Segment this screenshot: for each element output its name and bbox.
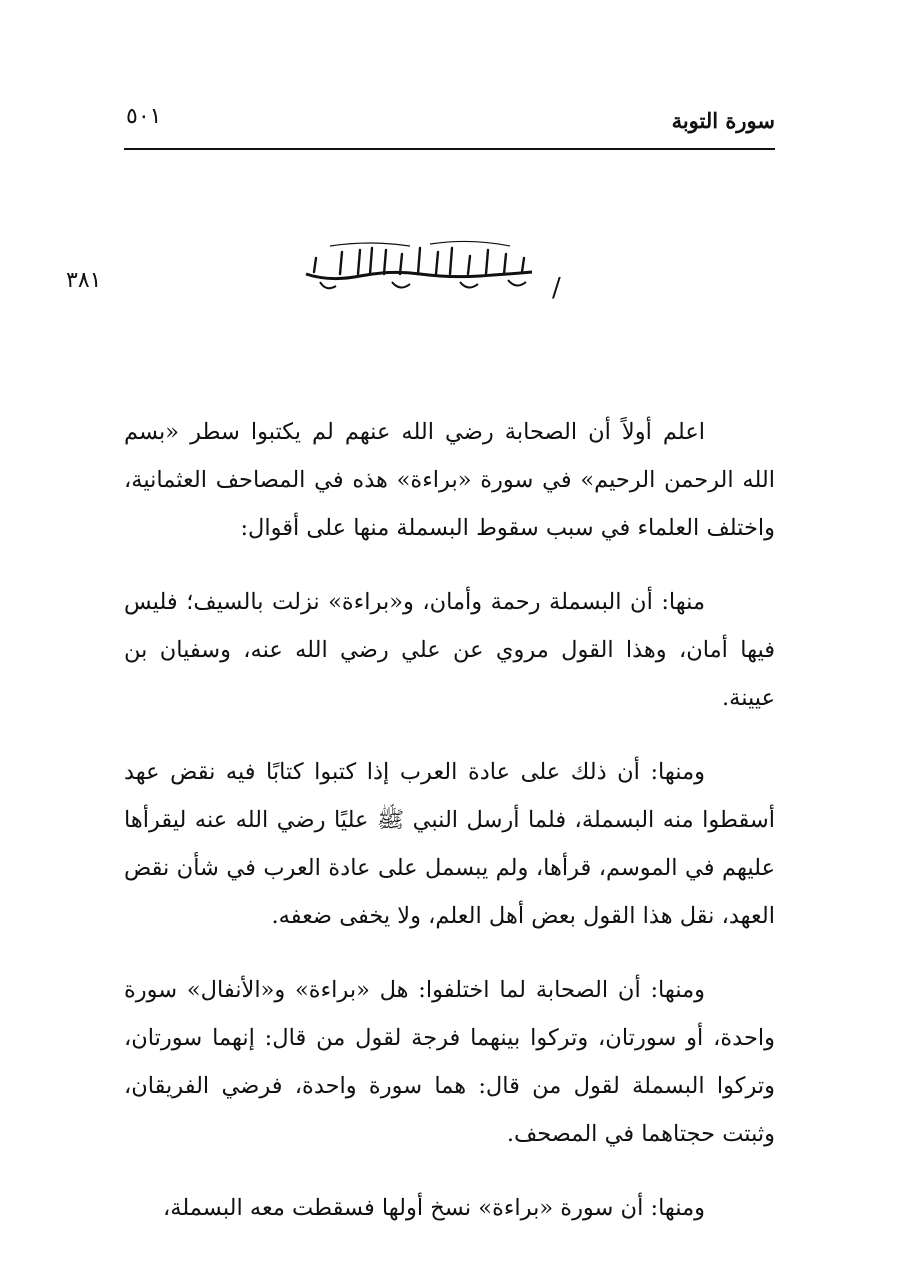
paragraph: ومنها: أن الصحابة لما اختلفوا: هل «براءة» و«الأنفال» سورة واحدة، أو سورتان، وتركوا بينهما فرجة لقول من قال: إنهما سورتان، وتركوا البسملة لقول من قال: هما سورة واحدة، فرضي الفريقان، وثبتت حجتاهما في المصحف. xyxy=(124,977,775,1147)
basmala-calligraphy xyxy=(300,238,540,298)
basmala-calligraphy-image xyxy=(300,238,540,298)
paragraph: ومنها: أن سورة «براءة» نسخ أولها فسقطت معه البسملة، xyxy=(163,1195,705,1221)
commentary-body xyxy=(124,408,775,1232)
page-number: ٥٠١ xyxy=(126,104,162,129)
paragraph: منها: أن البسملة رحمة وأمان، و«براءة» نزلت بالسيف؛ فليس فيها أمان، وهذا القول مروي عن علي رضي الله عنه، وسفيان بن عيينة. xyxy=(124,589,775,711)
paragraph: ومنها: أن ذلك على عادة العرب إذا كتبوا كتابًا فيه نقض عهد أسقطوا منه البسملة، فلما أرسل النبي ﷺ عليًا رضي الله عنه ليقرأها عليهم في الموسم، قرأها، ولم يبسمل على عادة العرب في شأن نقض العهد، نقل هذا القول بعض أهل العلم، ولا يخفى ضعفه. xyxy=(124,759,775,929)
paragraph: اعلم أولاً أن الصحابة رضي الله عنهم لم يكتبوا سطر «بسم الله الرحمن الرحيم» في سورة «براءة» هذه في المصاحف العثمانية، واختلف العلماء في سبب سقوط البسملة منها على أقوال: xyxy=(124,419,775,541)
page-header xyxy=(124,100,775,150)
margin-reference-number: ٣٨١ xyxy=(66,268,102,293)
margin-marker: / xyxy=(552,273,561,303)
surah-title: سورة التوبة xyxy=(671,108,775,133)
